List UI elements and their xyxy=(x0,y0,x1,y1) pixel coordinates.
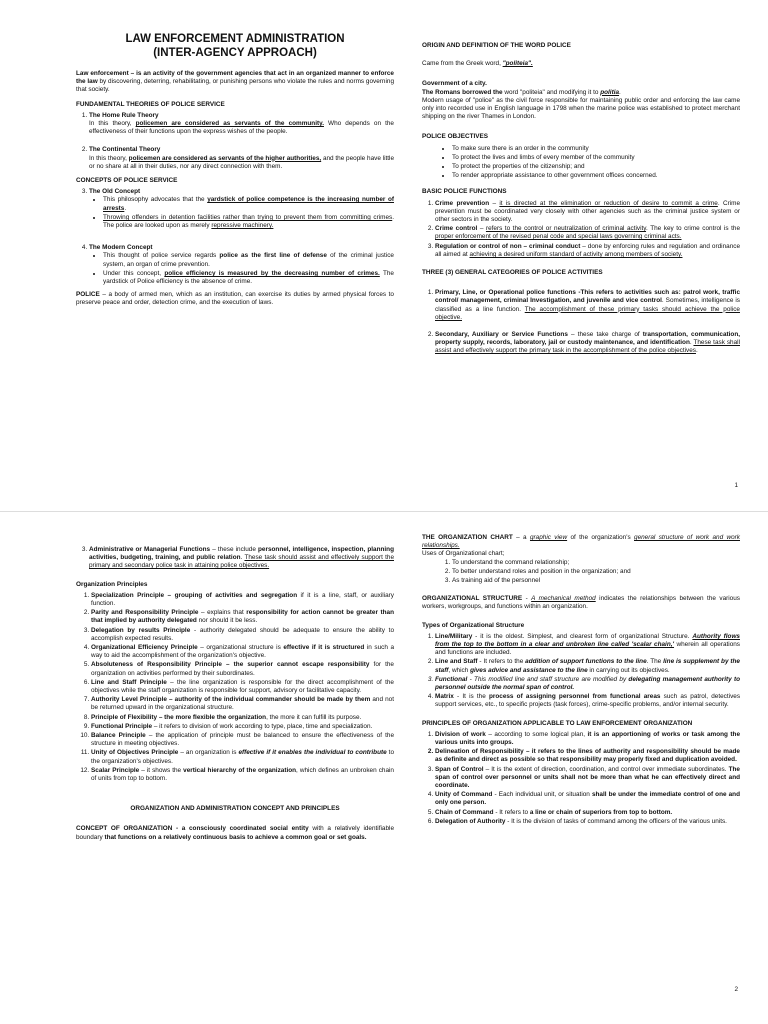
principle-applicable-item xyxy=(435,809,740,817)
p12-d: , which defines an unbroken chain of units from top to bottom. xyxy=(91,766,394,783)
type-item xyxy=(435,693,740,709)
principle-item xyxy=(91,749,394,765)
pp6-b: - It is the division of tasks of command among the officers of the various units. xyxy=(505,817,727,825)
pp3-c: The span of control over personnel or units shall not be more than what he can effectively direct and coordinate. xyxy=(435,765,740,790)
concept-org-a: CONCEPT OF ORGANIZATION - a consciously coordinated social entity xyxy=(76,825,309,833)
law-enforcement-bold: Law enforcement – is an activity of the government agencies that act in an organized manner to enforce the law xyxy=(76,70,394,86)
p8-b: , the more it can fulfill its purpose. xyxy=(266,713,362,721)
use-item: 3. As training aid of the personnel xyxy=(452,577,740,585)
structure-d: indicates the relationships between the various workers, workgroups, and functions within an organization. xyxy=(422,595,740,611)
t4-a: Matrix xyxy=(435,693,454,701)
page1-left-column xyxy=(76,32,394,314)
pp1-a: Division of work xyxy=(435,730,486,738)
cat2-e: These task shall assist and effectively support the primary task in the accomplishment of the police objectives xyxy=(435,339,740,355)
p10-b: – the application of principle must be balanced to ensure the effectiveness of the structure in meeting objectives. xyxy=(91,732,395,748)
bf2-a: Crime control xyxy=(435,225,478,233)
principle-applicable-item xyxy=(435,766,740,791)
p5-b: for the organization on activities performed by their subordinates. xyxy=(91,661,394,677)
admin-c: personnel, intelligence, inspection, planning activities, budgeting, training, and public relation xyxy=(89,546,394,562)
p9-a: Functional Principle xyxy=(91,722,153,730)
principle-item xyxy=(91,767,394,783)
cat2-f: . xyxy=(695,347,698,355)
org-admin-heading: ORGANIZATION AND ADMINISTRATION CONCEPT AND PRINCIPLES xyxy=(130,805,340,813)
bf2-e: proper enforcement of the revised penal code and special laws governing criminal acts. xyxy=(435,233,682,241)
modern-concept-bullets xyxy=(89,252,394,286)
t1-a: Line/Military xyxy=(435,632,473,640)
admin-b: – these include xyxy=(210,546,259,553)
principle-item xyxy=(91,627,394,643)
bf1-a: Crime prevention xyxy=(435,199,490,207)
p2-d: nor should it be less. xyxy=(196,617,258,625)
title-line-1: LAW ENFORCEMENT ADMINISTRATION xyxy=(125,33,345,45)
chart-c: graphic view xyxy=(529,534,568,541)
structure-c: A mechanical method xyxy=(531,595,596,603)
modern-usage: Modern usage of "police" as the civil force responsible for maintaining public order and enforcing the law came only into recorded use in English language in 1798 when the marine police was established to protect merchant shipping on the river Thames in London. xyxy=(422,96,740,121)
t2-b: - It refers to the xyxy=(477,658,526,666)
uses-heading: Uses of Organizational chart; xyxy=(422,550,505,558)
concepts-list xyxy=(76,188,394,286)
police-definition xyxy=(76,291,394,307)
p1-a: Specialization Principle – grouping of activities and segregation xyxy=(91,591,298,599)
old-b1-b: yardstick of police competence is the increasing number of arrests xyxy=(103,196,394,212)
cat2-b: – these take charge of xyxy=(567,331,643,339)
use-item: 2. To better understand roles and position in the organization; and xyxy=(452,568,740,576)
p4-b: – organizational structure is xyxy=(197,644,284,652)
p3-a: Delegation by results Principle xyxy=(91,626,191,634)
page-number: 1 xyxy=(734,482,738,489)
crime-control xyxy=(435,225,740,241)
objectives-heading: POLICE OBJECTIVES xyxy=(422,133,489,141)
three-categories-heading: THREE (3) GENERAL CATEGORIES OF POLICE ACTIVITIES xyxy=(422,269,603,277)
bf1-b: – xyxy=(489,199,500,207)
pp4-a: Unity of Command xyxy=(435,791,493,799)
p7-a: Authority Level Principle – authority of the individual commander should be made by them xyxy=(91,696,371,704)
page1-right-column xyxy=(422,42,740,361)
modern-concept-bullet-1 xyxy=(103,252,394,268)
pp1-c: it is an apportioning of works or task among the various units into groups. xyxy=(435,730,741,747)
objectives-list xyxy=(422,145,740,181)
cat2-a: Secondary, Auxiliary or Service Functions xyxy=(435,331,568,339)
home-rule-title: The Home Rule Theory xyxy=(89,111,159,119)
old-b2-c: repressive machinery. xyxy=(211,222,274,230)
t3-a: Functional xyxy=(435,675,468,683)
bf3-a: Regulation or control of non – criminal conduct xyxy=(435,242,581,250)
pp3-a: Span of Control xyxy=(435,765,484,773)
organizational-structure-def xyxy=(422,595,740,611)
p10-a: Balance Principle xyxy=(91,732,146,740)
structure-b: - xyxy=(522,595,532,603)
modern-b1-b: police as the first line of defense xyxy=(219,252,327,260)
greek-a: Came from the Greek word, xyxy=(422,60,503,68)
modern-concept-bullet-2 xyxy=(103,270,394,286)
home-rule-text-a: In this theory, xyxy=(89,120,136,128)
objective-item: • To render appropriate assistance to other government offices concerned. xyxy=(452,172,740,180)
principle-item xyxy=(91,714,394,722)
p1-b: if it is a line, staff, or auxiliary function. xyxy=(91,591,394,608)
t2-a: Line and Staff xyxy=(435,658,478,666)
p9-b: – it refers to division of work according to type, place, time and specialization. xyxy=(152,722,373,730)
t2-e: line is supplement by the staff xyxy=(435,658,740,674)
t2-c: addition of support functions to the line xyxy=(525,658,647,666)
p11-c: effective if it enables the individual to contribute xyxy=(238,749,387,757)
old-concept-title: The Old Concept xyxy=(89,188,141,196)
origin-heading: ORIGIN AND DEFINITION OF THE WORD POLICE xyxy=(422,42,571,49)
p2-a: Parity and Responsibility Principle xyxy=(91,609,199,617)
law-enforcement-rest: by discovering, deterring, rehabilitating, or punishing persons who violate the rules and norms governing that society. xyxy=(76,78,394,94)
modern-concept-title: The Modern Concept xyxy=(89,244,153,252)
p12-c: vertical hierarchy of the organization xyxy=(183,766,297,774)
bf2-d: . The key to crime control is the xyxy=(646,225,741,233)
three-categories-list xyxy=(422,289,740,355)
organization-chart-def xyxy=(422,534,740,550)
principle-item xyxy=(91,644,394,660)
p11-b: – an organization is xyxy=(178,749,239,757)
bf3-b: – done by enforcing rules and regulation and ordinance all aimed at xyxy=(435,242,741,258)
greek-origin xyxy=(422,60,740,68)
old-b1-c: . xyxy=(124,204,127,212)
bf1-d: . Crime prevention must be coordinated very closely with other agencies such as the criminal justice system or other sectors in the society. xyxy=(435,199,740,224)
document-title xyxy=(76,32,394,60)
modern-b1-a: This thought of police service regards xyxy=(103,252,220,260)
principles-applicable-list xyxy=(422,731,740,826)
concept-org-c: that functions on a relatively continuous basis to achieve a common goal or set goals. xyxy=(104,833,367,841)
modern-b2-c: The yardstick of Police efficiency is the absence of crime. xyxy=(103,269,394,286)
admin-functions-list xyxy=(76,546,394,571)
fundamental-theories-list xyxy=(76,112,394,171)
pp6-a: Delegation of Authority xyxy=(435,817,506,825)
gov-city: Government of a city. xyxy=(422,80,487,88)
romans-a: The Romans borrowed the xyxy=(422,88,503,96)
admin-a: Administrative or Managerial Functions xyxy=(89,546,211,553)
old-b2-a: Throwing offenders in detention facilities rather than trying to prevent them from committing crimes xyxy=(103,213,393,221)
cat1-b: . Sometimes, intelligence is classified as a line function. xyxy=(435,297,740,313)
principle-applicable-item xyxy=(435,748,740,764)
objective-item: • To make sure there is an order in the community xyxy=(452,145,740,153)
admin-d: . xyxy=(240,554,245,562)
p6-a: Line and Staff Principle xyxy=(91,678,167,686)
t1-b: - it is the oldest. Simplest, and clearest form of organizational Structure. xyxy=(472,632,693,640)
continental-text-c: and the people have little or no share at all in their duties, nor any direct connection with them. xyxy=(89,154,395,170)
p5-a: Absoluteness of Responsibility Principle – the superior cannot escape responsibility xyxy=(91,661,370,669)
t3-c: delegating management authority to personnel outside the normal span of control. xyxy=(435,675,741,692)
government-of-city xyxy=(422,80,740,88)
pp4-c: shall be under the immediate control of one and only one person. xyxy=(435,791,740,807)
home-rule-text-c: Who depends on the effectiveness of their functions upon the express wishes of the people. xyxy=(89,120,394,136)
bf1-c: it is directed at the elimination or reduction of desire to commit a crime xyxy=(499,199,718,207)
old-concept-bullet-1 xyxy=(103,196,394,212)
concept-org-b: with a relatively identifiable boundary xyxy=(76,825,395,841)
romans-b: word "politeia" and modifying it to xyxy=(502,88,601,96)
chart-a: THE ORGANIZATION CHART xyxy=(422,534,513,541)
basic-functions-list xyxy=(422,200,740,259)
continental-theory xyxy=(89,146,394,171)
pp5-a: Chain of Command xyxy=(435,808,494,816)
regulation-control xyxy=(435,243,740,259)
bf2-b: – xyxy=(477,225,486,233)
bf2-c: refers to the control or neutralization of criminal activity xyxy=(485,225,647,233)
t2-g: gives advice and assistance to the line xyxy=(470,666,588,674)
p4-d: in such a way to aid the accomplishment of the organization's objective. xyxy=(91,644,394,660)
principle-item xyxy=(91,592,394,608)
pp3-b: – It is the extent of direction, coordination, and control over immediate subordinates. xyxy=(483,765,729,773)
principle-item xyxy=(91,732,394,748)
p3-b: - authority delegated should be adequate to ensure the ability to accomplish expected results. xyxy=(91,626,394,642)
chart-e: general structure of work and work relationships. xyxy=(422,534,740,550)
p7-b: and not be returned upward in the organizational structure. xyxy=(91,696,394,712)
old-b2-b: . The police are looked upon as merely xyxy=(103,213,394,230)
continental-text-a: In this theory, xyxy=(89,154,129,162)
cat1-a: Primary, Line, or Operational police functions -This refers to activities such as: patrol work, traffic control/ management, criminal Investigation, and juvenile and vice control xyxy=(435,289,740,305)
t4-c: process of assigning personnel from functional areas xyxy=(488,693,661,701)
t2-d: . The xyxy=(646,658,664,666)
principle-item xyxy=(91,661,394,677)
primary-functions xyxy=(435,289,740,330)
page2-right-column xyxy=(422,534,740,831)
title-line-2: (INTER-AGENCY APPROACH) xyxy=(153,47,317,59)
secondary-functions xyxy=(435,331,740,356)
use-item: 1. To understand the command relationship; xyxy=(452,559,740,567)
p11-a: Unity of Objectives Principle xyxy=(91,749,179,757)
type-item xyxy=(435,633,740,658)
objective-item: • To protect the lives and limbs of every member of the community xyxy=(452,154,740,162)
type-item xyxy=(435,676,740,692)
law-enforcement-definition xyxy=(76,70,394,95)
t2-h: in carrying out its objectives. xyxy=(587,666,670,674)
romans-d: . xyxy=(619,88,621,96)
principle-item xyxy=(91,609,394,625)
page-number: 2 xyxy=(734,986,738,993)
home-rule-theory xyxy=(89,112,394,146)
principle-applicable-item xyxy=(435,818,740,826)
modern-b2-b: police efficiency is measured by the decreasing number of crimes. xyxy=(164,269,380,277)
page-2 xyxy=(0,512,768,1024)
cat1-c: The accomplishment of these primary tasks should achieve the police objective. xyxy=(435,305,740,321)
chart-b: – a xyxy=(512,534,530,541)
continental-text-b: policemen are considered as servants of the higher authorities, xyxy=(128,154,322,162)
police-def-term: POLICE xyxy=(76,291,100,299)
principles-applicable-heading: PRINCIPLES OF ORGANIZATION APPLICABLE TO LAW ENFORCEMENT ORGANIZATION xyxy=(422,719,693,727)
cat2-d: . xyxy=(689,339,694,347)
modern-concept xyxy=(89,244,394,286)
pp1-b: – according to some logical plan, xyxy=(485,730,588,738)
p2-b: – explains that xyxy=(198,609,247,617)
p4-a: Organizational Efficiency Principle xyxy=(91,644,198,652)
p2-c: responsibility for action cannot be greater than that implied by authority delegated xyxy=(91,609,394,625)
old-concept xyxy=(89,188,394,243)
admin-e: These task should assist and effectively support the primary and secondary police task in attaining police objectives. xyxy=(89,554,394,570)
t1-c: Authority flows from the top to the bottom in a clear and unbroken line called 'scalar chain,' xyxy=(435,632,740,649)
t4-b: - It is the xyxy=(453,693,489,701)
t2-f: , which xyxy=(448,666,471,674)
modern-b2-a: Under this concept, xyxy=(103,269,165,277)
t3-b: - This modified line and staff structure are modified by xyxy=(467,675,629,683)
p8-a: Principle of Flexibility – the more flexible the organization xyxy=(91,713,267,721)
types-list xyxy=(422,633,740,710)
pp2-a: Delineation of Responsibility – it refers to the lines of authority and responsibility should be made as definite and direct as possible so that responsibility may properly fixed and duplication avoided. xyxy=(435,748,740,764)
principle-applicable-item xyxy=(435,731,740,747)
uses-list xyxy=(422,559,740,586)
bf3-c: achieving a desired uniform standard of activity among members of society. xyxy=(469,250,683,258)
principle-applicable-item xyxy=(435,791,740,807)
basic-functions-heading: BASIC POLICE FUNCTIONS xyxy=(422,188,507,196)
p11-d: to the organization's objectives. xyxy=(91,749,394,765)
home-rule-text-b: policemen are considered as servants of the community. xyxy=(135,120,324,128)
cat2-c: transportation, communication, property supply, records, laboratory, jail or custody maintenance, and identification xyxy=(435,331,741,347)
p12-b: – it shows the xyxy=(139,766,184,774)
admin-functions xyxy=(89,546,394,571)
concepts-heading: CONCEPTS OF POLICE SERVICE xyxy=(76,177,178,185)
pp5-c: a line or chain of superiors from top to bottom. xyxy=(529,808,673,816)
old-b1-a: This philosophy advocates that the xyxy=(103,196,208,204)
chart-d: of the organization's xyxy=(567,534,635,541)
crime-prevention xyxy=(435,200,740,225)
principle-item xyxy=(91,679,394,695)
objective-item: • To protect the properties of the citizenship; and xyxy=(452,163,740,171)
principle-item xyxy=(91,696,394,712)
pp5-b: - It refers to xyxy=(493,808,530,816)
pp4-b: - Each individual unit, or situation xyxy=(492,791,592,799)
old-concept-bullet-2 xyxy=(103,214,394,230)
organization-principles-list xyxy=(76,592,394,783)
p4-c: effective if it is structured xyxy=(283,644,365,652)
romans-borrowed xyxy=(422,89,740,97)
fundamental-theories-heading: FUNDAMENTAL THEORIES OF POLICE SERVICE xyxy=(76,100,225,108)
t4-d: such as patrol, detectives support services, etc., to specific projects (task forces), crime-specific problems, and/or internal security. xyxy=(435,693,741,709)
organization-principles-heading: Organization Principles xyxy=(76,580,148,588)
p12-a: Scalar Principle xyxy=(91,766,140,774)
structure-a: ORGANIZATIONAL STRUCTURE xyxy=(422,595,523,603)
modern-b1-c: of the criminal justice system, an organ of crime prevention. xyxy=(103,252,394,268)
continental-title: The Continental Theory xyxy=(89,146,161,154)
principle-item xyxy=(91,723,394,731)
greek-b: "politeia". xyxy=(502,60,533,68)
t1-d: wherein all operations and functions are included. xyxy=(435,641,740,657)
police-def-text: – a body of armed men, which as an institution, can exercise its duties by armed physical forces to preserve peace and order, detection crime, and the execution of laws. xyxy=(76,291,394,307)
page2-left-column xyxy=(76,546,394,848)
p6-b: – the line organization is responsible for the direct accomplishment of the objectives while the staff organization is responsible for support, advisory or facilitative capacity. xyxy=(91,678,394,695)
old-concept-bullets xyxy=(89,196,394,230)
types-heading: Types of Organizational Structure xyxy=(422,621,525,629)
type-item xyxy=(435,658,740,674)
concept-of-organization xyxy=(76,825,394,841)
romans-c: politia xyxy=(600,88,620,96)
